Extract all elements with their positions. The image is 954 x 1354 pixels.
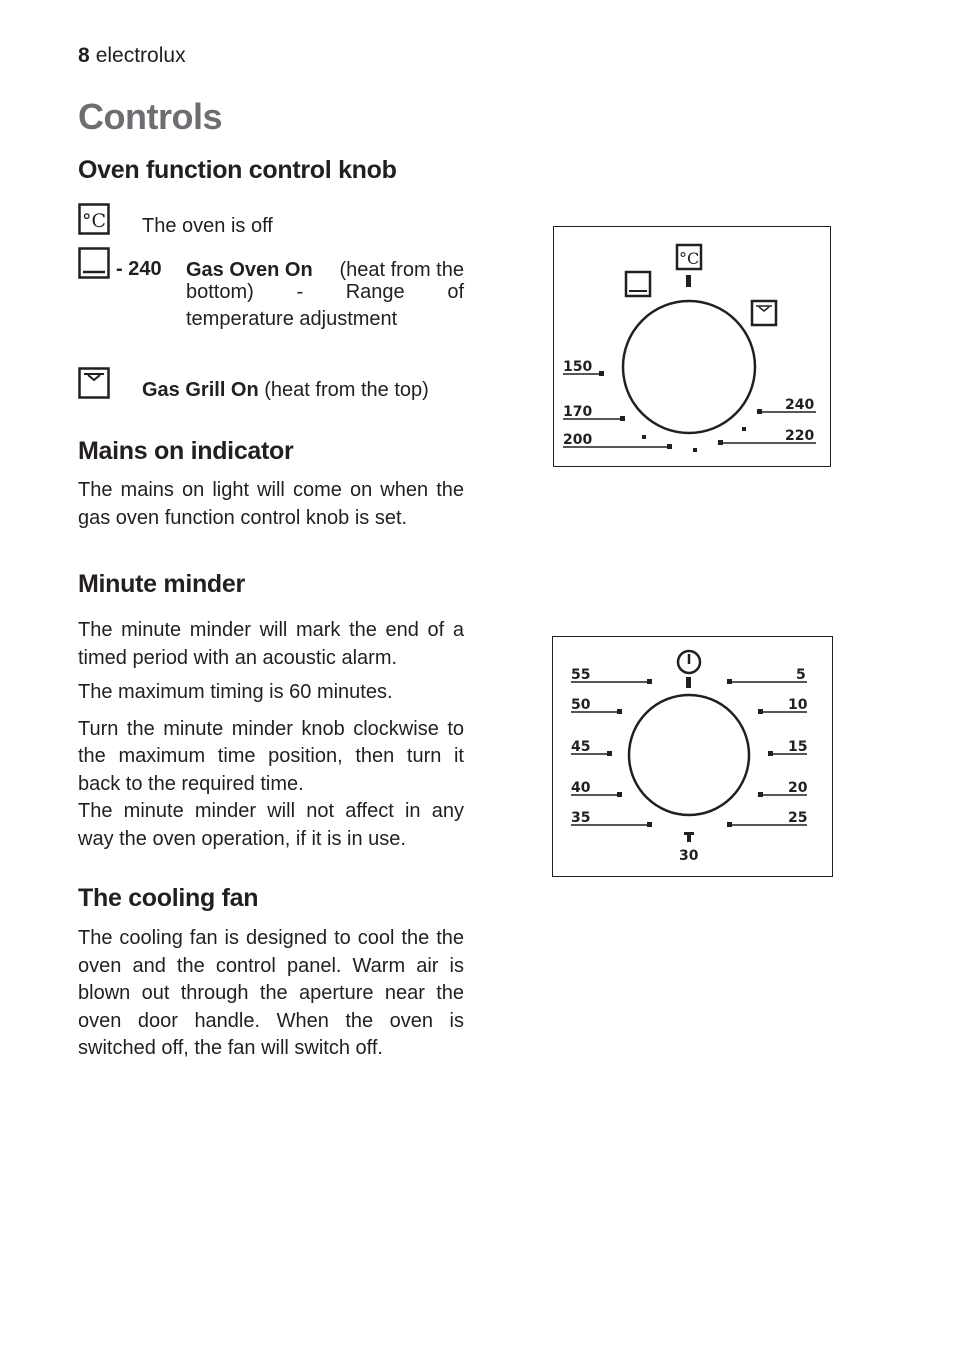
svg-text:°C: °C [679,249,700,268]
svg-text:150: 150 [563,359,593,375]
gas-grill-icon [78,367,110,399]
svg-text:25: 25 [788,810,808,826]
svg-text:30: 30 [679,848,699,864]
oven-knob-circle [623,301,755,433]
timer-label-5 [727,667,807,684]
timer-label-15 [768,739,807,756]
svg-text:15: 15 [788,739,808,755]
oven-knob-figure [553,226,831,467]
svg-text:20: 20 [788,780,808,796]
minute-minder-text [78,617,464,853]
svg-text:55: 55 [571,667,591,683]
gas-grill-label: Gas Grill On [142,379,259,401]
minute-minder-heading: Minute minder [78,570,245,598]
svg-text:240: 240 [785,397,815,413]
timer-label-30 [679,832,699,864]
gas-oven-label: Gas Oven On [186,259,313,281]
svg-text:40: 40 [571,780,591,796]
dial-gas-oven-icon [626,272,650,296]
dial-off-icon [677,245,701,287]
page-title: Controls [78,96,222,137]
gas-oven-desc-2: bottom) - Range of [186,281,464,303]
svg-text:45: 45 [571,739,591,755]
cooling-fan-heading: The cooling fan [78,884,259,912]
page-header [78,44,186,68]
gas-oven-desc-3: temperature adjustment [186,308,398,330]
temp-label-220 [718,428,816,445]
minute-minder-figure [552,636,833,877]
svg-text:10: 10 [788,697,808,713]
temp-label-240 [757,397,816,414]
alarm-clock-icon [678,651,700,688]
gas-grill-desc: (heat from the top) [264,379,429,401]
minute-minder-p2: The maximum timing is 60 minutes. [78,681,393,703]
gas-oven-icon [78,247,110,279]
gas-grill-text [142,379,429,402]
gas-oven-desc-1: (heat from the [339,259,464,281]
mains-heading: Mains on indicator [78,437,294,465]
oven-off-icon [78,203,110,235]
oven-knob-diagram [554,227,830,466]
timer-label-25 [727,810,807,827]
minute-minder-diagram [553,637,832,876]
timer-label-10 [758,697,808,714]
svg-text:50: 50 [571,697,591,713]
dial-grill-icon [752,301,776,325]
gas-oven-range: - 240 [116,258,162,280]
gas-oven-description [186,258,464,336]
minute-minder-p3: Turn the minute minder knob clockwise to the maximum time position, then turn it back to the required time. [78,717,464,795]
minute-minder-p1: The minute minder will mark the end of a timed period with an acoustic alarm. [78,619,464,669]
svg-text:5: 5 [796,667,806,683]
svg-text:35: 35 [571,810,591,826]
oven-off-text: The oven is off [142,215,273,237]
svg-text:170: 170 [563,404,593,420]
brand-name: electrolux [95,44,186,67]
temp-label-170 [563,404,625,421]
timer-label-50 [571,697,622,714]
timer-label-40 [571,780,622,797]
page-number: 8 [78,44,90,67]
timer-label-20 [758,780,808,797]
oven-knob-heading: Oven function control knob [78,156,397,184]
mains-text: The mains on light will come on when the gas oven function control knob is set. [78,479,464,529]
timer-label-55 [571,667,652,684]
timer-knob-circle [629,695,749,815]
timer-label-35 [571,810,652,827]
svg-text:200: 200 [563,432,593,448]
temp-label-150 [563,359,604,376]
minute-minder-p4: The minute minder will not affect in any way the oven operation, if it is in use. [78,800,464,850]
temp-label-200 [563,432,672,449]
svg-text:°C: °C [82,210,107,232]
svg-text:220: 220 [785,428,815,444]
timer-label-45 [571,739,612,756]
cooling-fan-text: The cooling fan is designed to cool the the oven and the control panel. Warm air is blown out through the aperture near the oven door handle. When the oven is switched off, the fan will switch off. [78,927,464,1059]
